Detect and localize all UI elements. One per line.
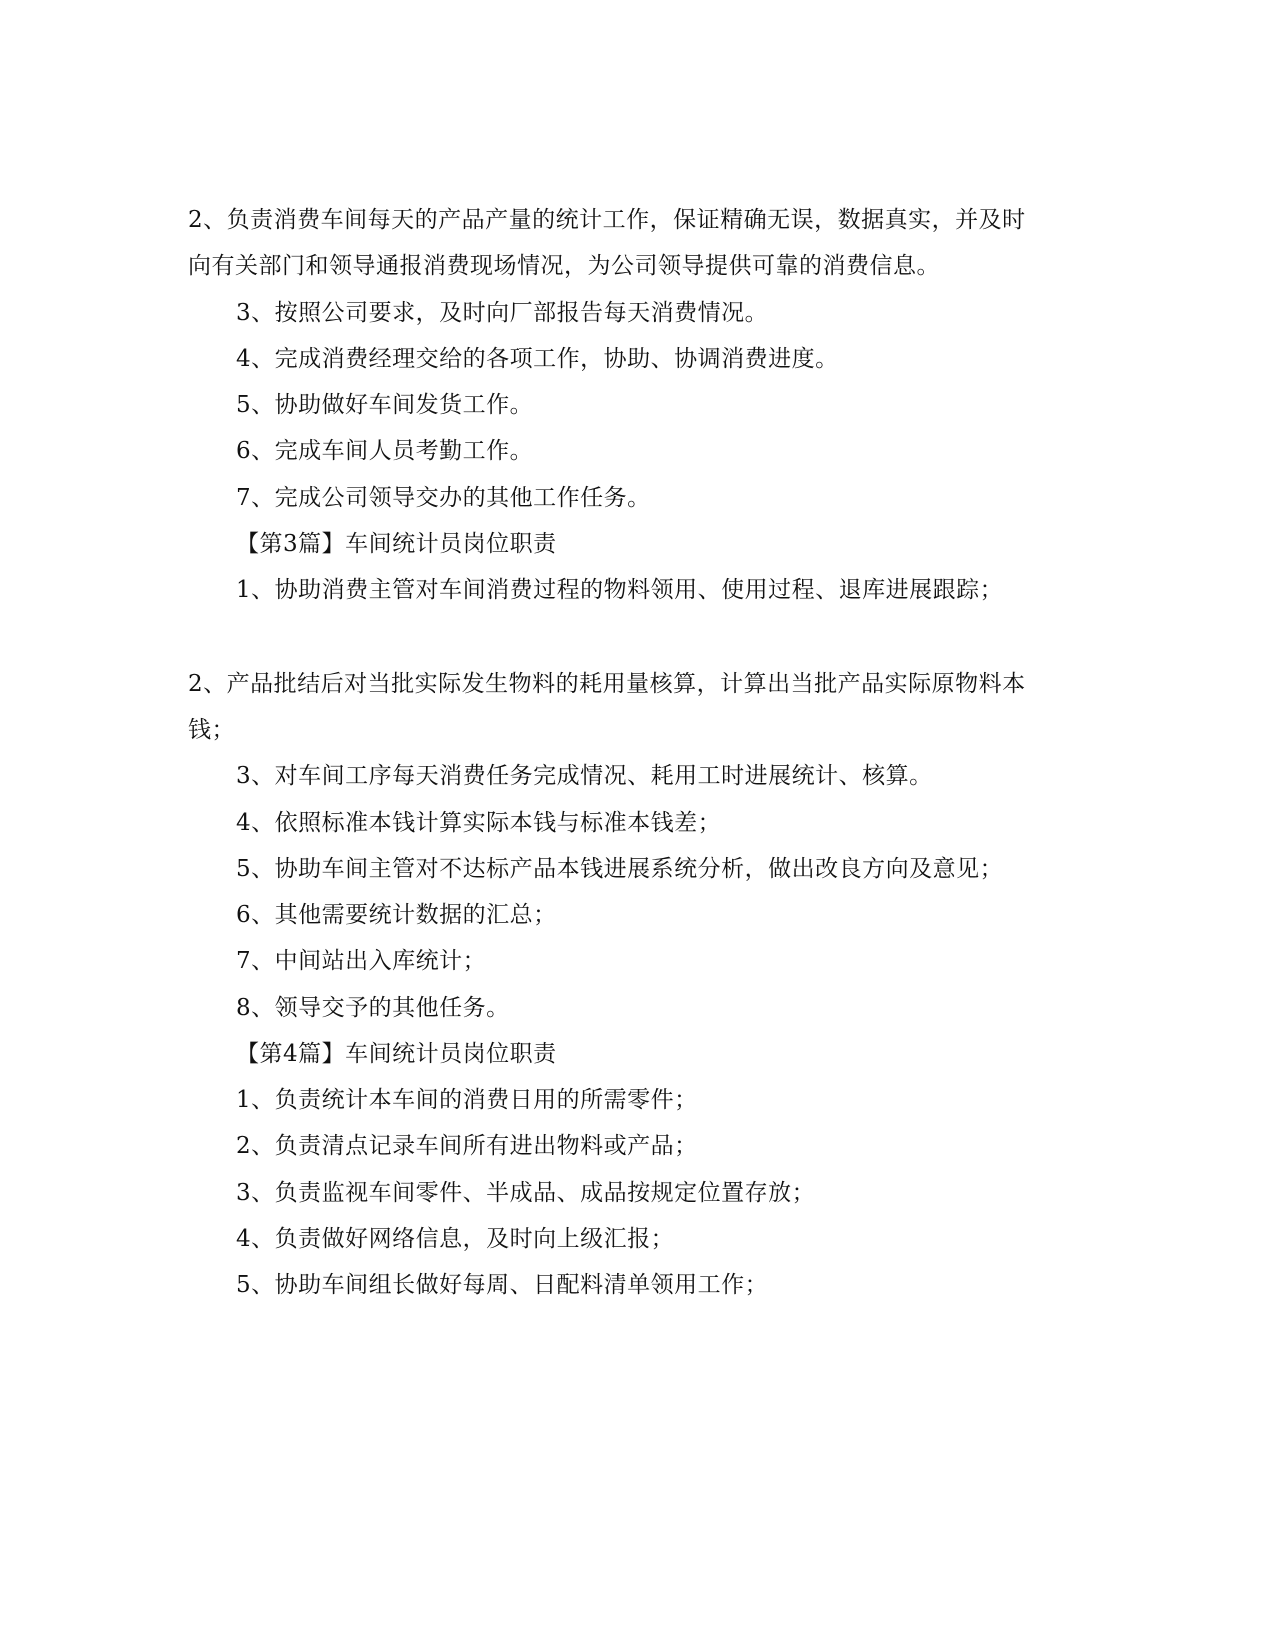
list-item: 5、协助做好车间发货工作。 (236, 392, 534, 418)
paragraph-line: 向有关部门和领导通报消费现场情况，为公司领导提供可靠的消费信息。 (188, 253, 940, 279)
list-item: 4、完成消费经理交给的各项工作，协助、协调消费进度。 (236, 346, 839, 372)
section-heading: 【第3篇】车间统计员岗位职责 (236, 531, 557, 557)
list-item: 8、领导交予的其他任务。 (236, 995, 510, 1021)
list-item: 3、按照公司要求，及时向厂部报告每天消费情况。 (236, 300, 769, 326)
section-heading: 【第4篇】车间统计员岗位职责 (236, 1041, 557, 1067)
list-item: 5、协助车间主管对不达标产品本钱进展系统分析，做出改良方向及意见； (236, 856, 1004, 882)
list-item: 1、协助消费主管对车间消费过程的物料领用、使用过程、退库进展跟踪； (236, 577, 1004, 603)
list-item: 4、负责做好网络信息，及时向上级汇报； (236, 1226, 675, 1252)
paragraph-line: 2、负责消费车间每天的产品产量的统计工作，保证精确无误，数据真实，并及时 (188, 207, 1026, 233)
list-item: 6、其他需要统计数据的汇总； (236, 902, 557, 928)
list-item: 3、对车间工序每天消费任务完成情况、耗用工时进展统计、核算。 (236, 763, 933, 789)
list-item: 2、负责清点记录车间所有进出物料或产品； (236, 1133, 698, 1159)
paragraph-line: 2、产品批结后对当批实际发生物料的耗用量核算，计算出当批产品实际原物料本 (188, 671, 1026, 697)
paragraph-line: 钱； (188, 717, 235, 743)
list-item: 3、负责监视车间零件、半成品、成品按规定位置存放； (236, 1180, 816, 1206)
list-item: 6、完成车间人员考勤工作。 (236, 438, 534, 464)
list-item: 1、负责统计本车间的消费日用的所需零件； (236, 1087, 698, 1113)
list-item: 5、协助车间组长做好每周、日配料清单领用工作； (236, 1272, 769, 1298)
list-item: 7、完成公司领导交办的其他工作任务。 (236, 485, 651, 511)
list-item: 4、依照标准本钱计算实际本钱与标准本钱差； (236, 810, 722, 836)
list-item: 7、中间站出入库统计； (236, 948, 487, 974)
